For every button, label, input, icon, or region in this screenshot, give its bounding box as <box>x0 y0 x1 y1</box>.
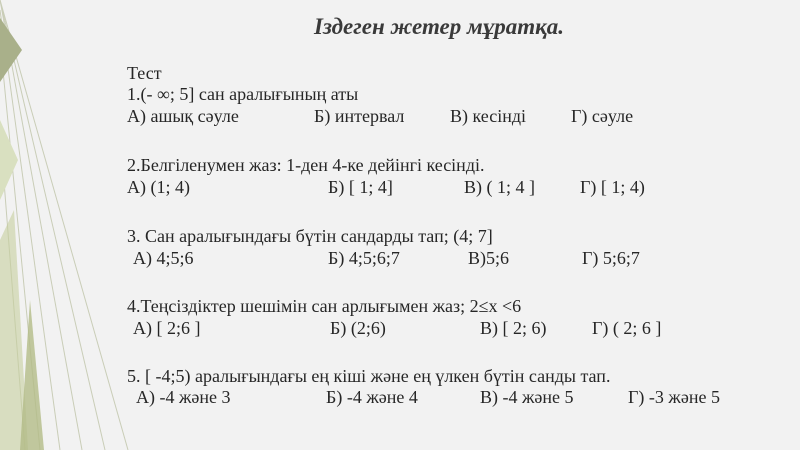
q1-option-b: Б) интервал <box>314 106 405 126</box>
q4-option-b: Б) (2;6) <box>330 318 386 338</box>
q4-option-d: Г) ( 2; 6 ] <box>592 318 662 338</box>
q5-option-d: Г) -3 және 5 <box>628 387 720 407</box>
q2-option-d: Г) [ 1; 4) <box>580 177 645 197</box>
q1-option-a: А) ашық сәуле <box>127 106 239 126</box>
test-label: Тест <box>127 63 162 83</box>
q2-option-a: А) (1; 4) <box>127 177 190 197</box>
question-1: 1.(- ∞; 5] сан аралығының аты <box>127 84 359 104</box>
q5-option-c: В) -4 және 5 <box>480 387 574 407</box>
q1-option-c: В) кесінді <box>450 106 527 126</box>
question-5: 5. [ -4;5) аралығындағы ең кіші және ең үлкен бүтін санды тап. <box>127 366 611 386</box>
q5-option-a: А) -4 және 3 <box>136 387 231 407</box>
q2-option-b: Б) [ 1; 4] <box>328 177 393 197</box>
question-2: 2.Белгіленумен жаз: 1-ден 4-ке дейінгі кесінді. <box>127 155 485 175</box>
page-title: Іздеген жетер мұратқа. <box>314 14 565 39</box>
q2-option-c: В) ( 1; 4 ] <box>464 177 535 197</box>
q5-option-b: Б) -4 және 4 <box>326 387 418 407</box>
q4-option-c: В) [ 2; 6) <box>480 318 547 338</box>
q3-option-d: Г) 5;6;7 <box>582 248 640 268</box>
q3-option-a: А) 4;5;6 <box>133 248 194 268</box>
decorative-triangles <box>0 0 130 450</box>
dark-triangle-shape <box>0 18 22 82</box>
q1-option-d: Г) сәуле <box>571 106 634 126</box>
q4-option-a: А) [ 2;6 ] <box>133 318 201 338</box>
q3-option-b: Б) 4;5;6;7 <box>328 248 400 268</box>
question-4: 4.Теңсіздіктер шешімін сан арлығымен жаз; 2≤х <6 <box>127 296 522 316</box>
question-3: 3. Сан аралығындағы бүтін сандарды тап; (4; 7] <box>127 226 493 246</box>
q3-option-c: В)5;6 <box>468 248 510 268</box>
